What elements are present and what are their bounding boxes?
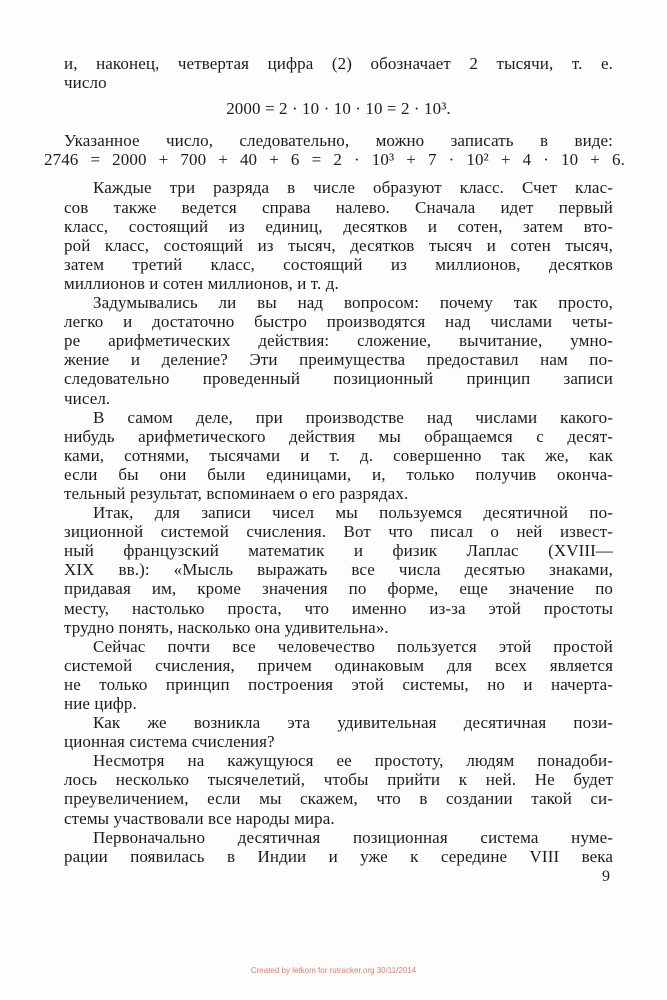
text-line: Несмотря на кажущуюся ее простоту, людям понадоби- [93,751,613,771]
text-line: стемы участвовали все народы мира. [64,808,335,828]
text-line: В самом деле, при производстве над числами какого- [93,407,613,427]
text-line: не только принцип построения этой системы, но и начерта- [64,674,613,694]
text-line: рой класс, состоящий из тысяч, десятков тысяч и сотен тысяч, [64,235,613,255]
text-line: Каждые три разряда в числе образуют класс. Счет клас- [93,178,613,198]
text-line: системой счисления, причем одинаковым для всех является [64,655,613,675]
text-line: трудно понять, насколько она удивительна». [64,617,389,637]
paragraph [64,637,613,713]
paragraph [64,713,613,751]
text-line: ками, сотнями, тысячами и т. д. совершенно так же, как [64,445,613,465]
text-line: число [64,73,107,93]
text-line: чисел. [64,388,111,408]
text-line: миллионов и сотен миллионов, и т. д. [64,273,339,293]
text-line: Итак, для записи чисел мы пользуемся десятичной по- [93,503,613,523]
text-line: затем третий класс, состоящий из миллионов, десятков [64,254,613,274]
text-line: сов также ведется справа налево. Сначала идет первый [64,197,613,217]
text-line: жение и деление? Эти преимущества предоставил нам по- [64,350,613,370]
paragraph [64,131,613,150]
paragraph [64,99,613,118]
text-line: нибудь арифметического действия мы обращаемся с десят- [64,426,613,446]
text-line: зиционной системой счисления. Вот что писал о ней извест- [64,522,613,542]
text-line: XIX вв.): «Мысль выражать все числа десятью знаками, [64,560,613,580]
text-line: Задумывались ли вы над вопросом: почему так просто, [93,293,613,313]
paragraph [64,503,613,637]
paragraph [64,751,613,827]
page-number: 9 [602,868,610,885]
text-line: лось несколько тысячелетий, чтобы прийти к ней. Не будет [64,770,613,790]
text-line: 2746 = 2000 + 700 + 40 + 6 = 2 · 10³ + 7 · 10² + 4 · 10 + 6. [44,150,625,170]
text-line: ние цифр. [64,694,137,713]
text-line: 2000 = 2 · 10 · 10 · 10 = 2 · 10³. [226,99,451,119]
text-line: месту, настолько проста, что именно из-за этой простоты [64,598,613,618]
text-line: Указанное число, следовательно, можно записать в виде: [64,131,613,151]
text-line: если бы они были единицами, и, только получив оконча- [64,464,613,484]
text-line: ре арифметических действия: сложение, вычитание, умно- [64,331,613,351]
text-line: ный французский математик и физик Лаплас (XVIII— [64,541,613,561]
watermark: Created by letkom for rutracker.org 30/11/2014 [250,966,417,975]
paragraph [64,178,613,293]
text-line: и, наконец, четвертая цифра (2) обозначает 2 тысячи, т. е. [64,54,613,73]
paragraph [64,828,613,866]
paragraph [64,293,613,408]
text-line: ционная система счисления? [64,732,275,752]
text-line: рации появилась в Индии и уже к середине VIII века [64,846,613,866]
text-line: Сейчас почти все человечество пользуется этой простой [93,636,613,656]
paragraph [44,150,625,169]
text-line: легко и достаточно быстро производятся над числами четы- [64,312,613,332]
paragraph [64,408,613,503]
paragraph [64,54,613,92]
text-line: придавая им, кроме значения по форме, еще значение по [64,579,613,599]
text-line: Как же возникла эта удивительная десятичная пози- [93,713,613,733]
text-block [44,54,625,866]
text-line: тельный результат, вспоминаем о его разрядах. [64,483,409,503]
text-line: класс, состоящий из единиц, десятков и сотен, затем вто- [64,216,613,236]
text-line: Первоначально десятичная позиционная система нуме- [93,827,613,847]
text-line: следовательно проведенный позиционный принцип записи [64,369,613,389]
text-line: преувеличением, если мы скажем, что в создании такой си- [64,789,613,809]
